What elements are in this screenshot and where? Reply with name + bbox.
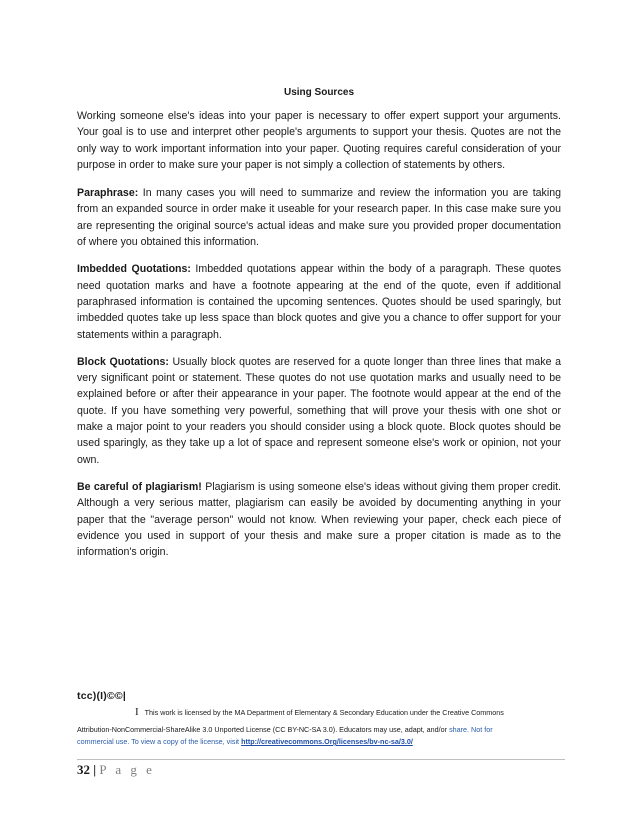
plagiarism-text: Plagiarism is using someone else's ideas without giving them proper credit. Although a very serious matter, plagiarism can easily be avoided by documenting anything in your paper that the "average person" would not know. When reviewing your paper, check each piece of evidence you used in support of your thesis and make sure a proper citation is made as to the information's origin. [77,480,561,559]
license-share-text: share. Not for [449,725,493,734]
plagiarism-heading: Be careful of plagiarism! [77,480,202,493]
license-block [77,690,561,748]
footer-separator: | [93,762,97,777]
footer-divider [77,759,565,760]
license-line-2-text: Attribution-NonCommercial-ShareAlike 3.0 Unported License (CC BY-NC-SA 3.0). Educators may use, adapt, and/or [77,725,450,734]
block-quotations-text: Usually block quotes are reserved for a quote longer than three lines that make a very significant point or statement. These quotes do not use quotation marks and usually need to be explained before or after their appearance in your paper. The footnote would appear at the end of the quote. If you have something very powerful, something that will prove your thesis with one shot or make a major point to your readers you should consider using a block quote. Block quotes should be used sparingly, as they take up a lot of space and represent someone else's work or opinion, not your own. [77,355,561,466]
intro-paragraph: Working someone else's ideas into your paper is necessary to offer expert support your arguments. Your goal is to use and interpret other people's arguments to support your thesis. Quotes are not the only way to work important information into your paper. Quoting requires careful consideration of your purpose in order to make sure your paper is not simply a collection of statements by others. [77,110,561,171]
page-footer [77,762,155,778]
page-title: Using Sources [283,87,355,98]
block-quotations-paragraph [77,354,561,468]
page-label: P a g e [99,762,155,777]
imbedded-quotations-text: Imbedded quotations appear within the body of a paragraph. These quotes need quotation marks and have a footnote appearing at the end of the quote, even if additional paraphrased information is contained the upcoming sentences. Quotes should be used sparingly, but imbedded quotes take up less space than block quotes and give you a chance to offer support for your statements within a paragraph. [77,263,561,341]
body-text [77,108,561,572]
license-link[interactable]: http://creativecommons.Org/licenses/bv-nc-sa/3.0/ [241,737,413,746]
plagiarism-paragraph [77,479,561,560]
license-line-1-text: This work is licensed by the MA Department of Elementary & Secondary Education under the Creative Commons [144,708,504,717]
license-line-3-text: commercial use. To view a copy of the license, visit [77,737,242,746]
license-line-1 [77,706,561,718]
page-number: 32 [77,762,90,777]
imbedded-quotations-paragraph [77,261,561,342]
paraphrase-paragraph [77,185,561,250]
license-marker: I [135,706,139,718]
paraphrase-text: In many cases you will need to summarize and review the information you are taking from an expanded source in order make it useable for your research paper. In this case make sure you are representing the original source's actual ideas and make sure you provided proper documentation of where you obtained this information. [77,187,561,249]
license-line-2 [77,724,561,748]
paraphrase-heading: Paraphrase: [77,187,139,200]
imbedded-quotations-heading: Imbedded Quotations: [77,263,191,276]
block-quotations-heading: Block Quotations: [77,355,169,368]
cc-license-logo: tcc)(I)©©| [77,690,126,702]
